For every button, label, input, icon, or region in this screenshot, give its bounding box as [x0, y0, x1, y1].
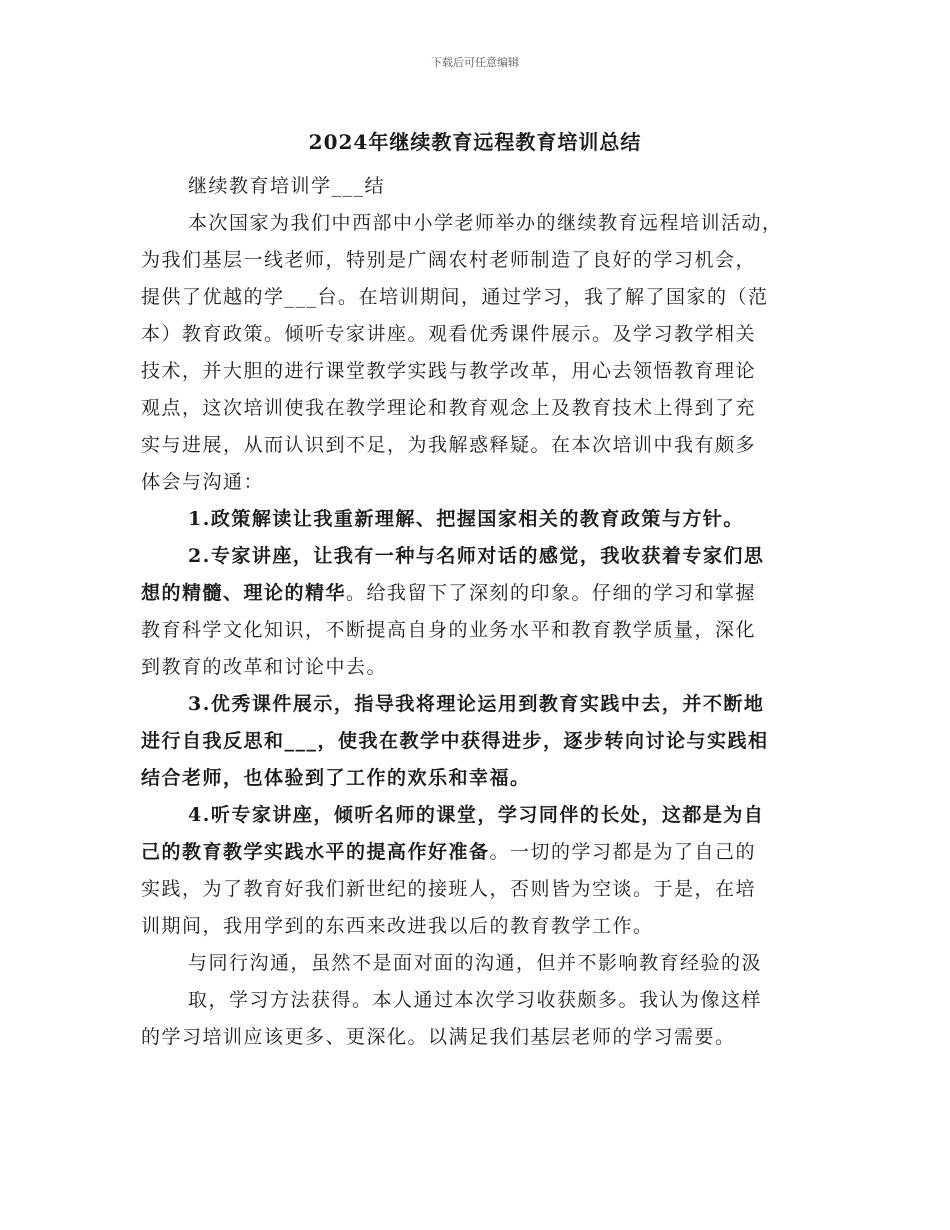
- text-line: 3.优秀课件展示，指导我将理论运用到教育实践中去，并不断地: [188, 693, 765, 715]
- item-3: [141, 686, 811, 797]
- text-line: 进行自我反思和___，使我在教学中获得进步，逐步转向讨论与实践相: [141, 730, 769, 752]
- text-line: 与同行沟通，虽然不是面对面的沟通，但并不影响教育经验的汲: [188, 952, 763, 974]
- text-line: 到教育的改革和讨论中去。: [141, 656, 388, 678]
- text-line: 实践，为了教育好我们新世纪的接班人，否则皆为空谈。于是，在培: [141, 878, 757, 900]
- item-4: [141, 797, 811, 945]
- page-header-note: 下载后可任意编辑: [431, 56, 519, 69]
- bold-text: 想的精髓、理论的精华: [141, 582, 347, 604]
- document-body: [141, 168, 811, 1056]
- text-line: 提供了优越的学___台。在培训期间，通过学习，我了解了国家的（范: [141, 286, 769, 308]
- text-line: [141, 834, 811, 871]
- text-line: 2.专家讲座，让我有一种与名师对话的感觉，我收获着专家们思: [188, 545, 765, 567]
- text-line: 本）教育政策。倾听专家讲座。观看优秀课件展示。及学习教学相关: [141, 323, 757, 345]
- text-line: 技术，并大胆的进行课堂教学实践与教学改革，用心去领悟教育理论: [141, 360, 757, 382]
- text-line: 为我们基层一线老师，特别是广阔农村老师制造了良好的学习机会，: [141, 249, 757, 271]
- bold-text: 己的教育教学实践水平的提高作好准备: [141, 841, 490, 863]
- document-title: 2024年继续教育远程教育培训总结: [308, 130, 642, 154]
- document-subtitle: 继续教育培训学___结: [188, 175, 386, 197]
- text-line: 的学习培训应该更多、更深化。以满足我们基层老师的学习需要。: [141, 1026, 736, 1048]
- text-line: 取，学习方法获得。本人通过本次学习收获颇多。我认为像这样: [188, 989, 763, 1011]
- text-line: 训期间，我用学到的东西来改进我以后的教育教学工作。: [141, 915, 654, 937]
- text-line: 本次国家为我们中西部中小学老师举办的继续教育远程培训活动，: [188, 212, 783, 234]
- text-line: 结合老师，也体验到了工作的欢乐和幸福。: [141, 767, 531, 789]
- text-line: 教育科学文化知识，不断提高自身的业务水平和教育教学质量，深化: [141, 619, 757, 641]
- text-line: 实与进展，从而认识到不足，为我解惑释疑。在本次培训中我有颇多: [141, 434, 757, 456]
- intro-paragraph: [141, 205, 811, 501]
- text-line: [141, 575, 811, 612]
- plain-text: 。给我留下了深刻的印象。仔细的学习和掌握: [346, 582, 757, 604]
- item-1: 1.政策解读让我重新理解、把握国家相关的教育政策与方针。: [188, 508, 744, 530]
- plain-text: 。一切的学习都是为了自己的: [489, 841, 757, 863]
- text-line: 体会与沟通：: [141, 471, 265, 493]
- text-line: 4.听专家讲座，倾听名师的课堂，学习同伴的长处，这都是为自: [188, 804, 765, 826]
- text-line: 观点，这次培训使我在教学理论和教育观念上及教育技术上得到了充: [141, 397, 757, 419]
- item-2: [141, 538, 811, 686]
- closing-paragraph: [141, 945, 811, 1056]
